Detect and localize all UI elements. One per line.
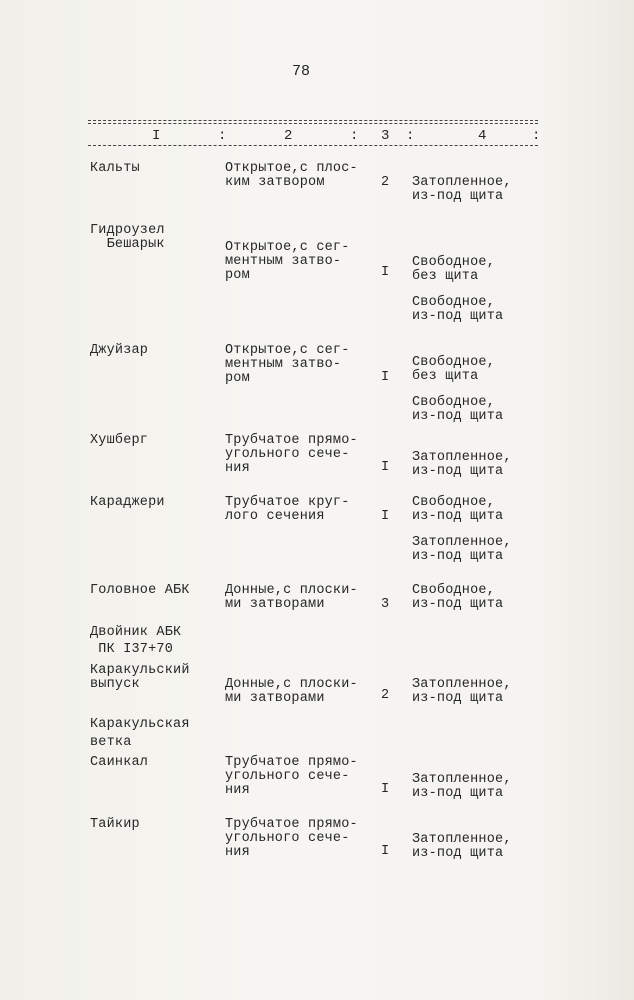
header-sep-4: :	[532, 128, 541, 144]
row-5-type: Трубчатое прямо- угольного сече- ния	[225, 433, 358, 476]
row-8-type: Донные,с плоски- ми затворами	[225, 583, 358, 612]
row-0-object: Кальты	[90, 161, 140, 176]
row-8-count: 3	[381, 597, 390, 612]
header-sep-2: :	[350, 128, 359, 144]
row-6-count: I	[381, 509, 390, 524]
row-0-count: 2	[381, 175, 390, 190]
row-1-count: I	[381, 265, 390, 280]
header-rule-top-2	[88, 123, 538, 124]
row-8-object: Головное АБК	[90, 583, 190, 598]
row-3-type: Открытое,с сег- ментным затво- ром	[225, 343, 350, 386]
header-sep-1: :	[218, 128, 227, 144]
row-11-object: Каракульская ветка	[90, 717, 190, 750]
header-rule-top	[88, 120, 538, 121]
header-rule-bottom	[88, 145, 538, 146]
row-12-count: I	[381, 782, 390, 797]
row-12-object: Саинкал	[90, 755, 149, 770]
row-9-object: Двойник АБК ПК I37+70	[90, 625, 182, 657]
row-13-object: Тайкир	[90, 817, 140, 832]
row-3-flow: Свободное, без щита	[412, 355, 496, 384]
row-2-flow: Свободное, из-под щита	[412, 295, 504, 324]
row-10-flow: Затопленное, из-под щита	[412, 677, 512, 706]
page-number: 78	[292, 63, 311, 80]
header-col-3: 3	[381, 128, 390, 144]
header-col-4: 4	[478, 128, 487, 144]
row-7-flow: Затопленное, из-под щита	[412, 535, 512, 564]
row-5-flow: Затопленное, из-под щита	[412, 450, 512, 479]
row-12-flow: Затопленное, из-под щита	[412, 772, 512, 801]
row-3-object: Джуйзар	[90, 343, 149, 358]
row-5-object: Хушберг	[90, 433, 149, 448]
row-10-object: Каракульский выпуск	[90, 663, 190, 692]
row-12-type: Трубчатое прямо- угольного сече- ния	[225, 755, 358, 798]
row-13-flow: Затопленное, из-под щита	[412, 832, 512, 861]
row-13-count: I	[381, 844, 390, 859]
row-8-flow: Свободное, из-под щита	[412, 583, 504, 612]
row-1-type: Открытое,с сег- ментным затво- ром	[225, 240, 350, 283]
header-col-1: I	[152, 128, 161, 144]
row-5-count: I	[381, 460, 390, 475]
row-3-count: I	[381, 370, 390, 385]
row-4-flow: Свободное, из-под щита	[412, 395, 504, 424]
row-13-type: Трубчатое прямо- угольного сече- ния	[225, 817, 358, 860]
header-col-2: 2	[284, 128, 293, 144]
row-6-object: Караджери	[90, 495, 165, 510]
row-10-count: 2	[381, 688, 390, 703]
row-0-type: Открытое,с плос- ким затвором	[225, 161, 358, 190]
row-6-flow: Свободное, из-под щита	[412, 495, 504, 524]
header-sep-3: :	[406, 128, 415, 144]
row-1-flow: Свободное, без щита	[412, 255, 496, 284]
row-0-flow: Затопленное, из-под щита	[412, 175, 512, 204]
row-10-type: Донные,с плоски- ми затворами	[225, 677, 358, 706]
row-1-object: Гидроузел Бешарык	[90, 223, 165, 252]
row-6-type: Трубчатое круг- лого сечения	[225, 495, 350, 524]
